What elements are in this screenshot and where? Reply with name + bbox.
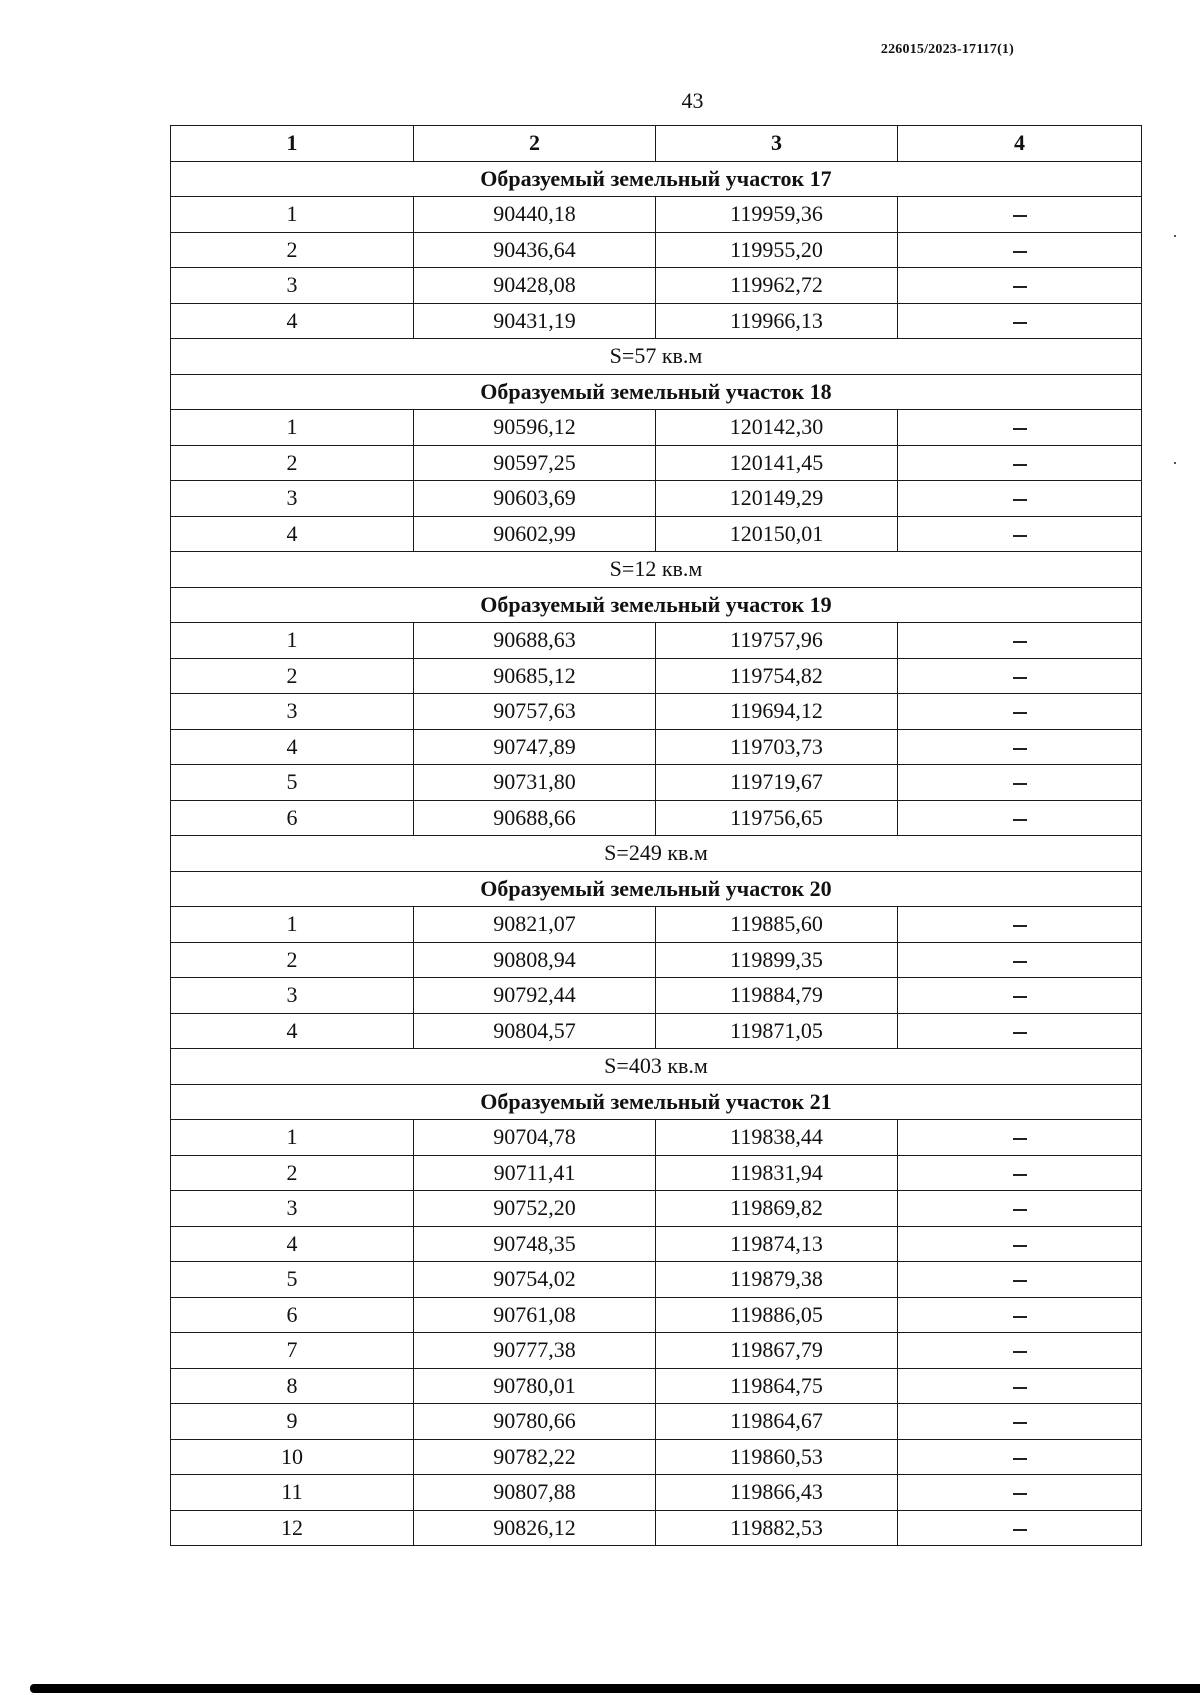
empty-value-dash [898, 445, 1142, 481]
area-row [171, 552, 1142, 588]
dash-mark [1013, 677, 1027, 679]
empty-value-dash [898, 907, 1142, 943]
table-row [171, 623, 1142, 659]
point-number: 2 [171, 1155, 414, 1191]
empty-value-dash [898, 1333, 1142, 1369]
table-row [171, 1439, 1142, 1475]
section-title: Образуемый земельный участок 20 [171, 871, 1142, 907]
coordinate-x: 90704,78 [414, 1120, 656, 1156]
table-row [171, 516, 1142, 552]
empty-value-dash [898, 1510, 1142, 1546]
coordinate-x: 90754,02 [414, 1262, 656, 1298]
empty-value-dash [898, 1226, 1142, 1262]
empty-value-dash [898, 942, 1142, 978]
scan-speck [1174, 235, 1176, 237]
point-number: 1 [171, 1120, 414, 1156]
coordinate-y: 119886,05 [656, 1297, 898, 1333]
table-row [171, 765, 1142, 801]
point-number: 10 [171, 1439, 414, 1475]
point-number: 6 [171, 800, 414, 836]
table-row [171, 1297, 1142, 1333]
dash-mark [1013, 1032, 1027, 1034]
empty-value-dash [898, 303, 1142, 339]
coordinate-y: 119867,79 [656, 1333, 898, 1369]
table-row [171, 1191, 1142, 1227]
coordinate-x: 90688,66 [414, 800, 656, 836]
section-title: Образуемый земельный участок 21 [171, 1084, 1142, 1120]
empty-value-dash [898, 197, 1142, 233]
coordinate-y: 119959,36 [656, 197, 898, 233]
coordinate-y: 120150,01 [656, 516, 898, 552]
coordinate-y: 119885,60 [656, 907, 898, 943]
area-row [171, 836, 1142, 872]
point-number: 9 [171, 1404, 414, 1440]
empty-value-dash [898, 1475, 1142, 1511]
coordinate-y: 120149,29 [656, 481, 898, 517]
point-number: 2 [171, 445, 414, 481]
coordinate-x: 90752,20 [414, 1191, 656, 1227]
area-row [171, 1049, 1142, 1085]
coordinate-x: 90688,63 [414, 623, 656, 659]
coordinate-x: 90596,12 [414, 410, 656, 446]
empty-value-dash [898, 623, 1142, 659]
empty-value-dash [898, 1262, 1142, 1298]
coordinate-x: 90807,88 [414, 1475, 656, 1511]
coordinate-y: 119966,13 [656, 303, 898, 339]
dash-mark [1013, 499, 1027, 501]
dash-mark [1013, 1387, 1027, 1389]
dash-mark [1013, 819, 1027, 821]
coordinate-y: 119882,53 [656, 1510, 898, 1546]
table-row [171, 942, 1142, 978]
coordinate-x: 90685,12 [414, 658, 656, 694]
dash-mark [1013, 712, 1027, 714]
table-row [171, 729, 1142, 765]
dash-mark [1013, 464, 1027, 466]
empty-value-dash [898, 1191, 1142, 1227]
coordinate-x: 90602,99 [414, 516, 656, 552]
coordinate-x: 90808,94 [414, 942, 656, 978]
table-row [171, 1333, 1142, 1369]
table-row [171, 232, 1142, 268]
coordinate-y: 119871,05 [656, 1013, 898, 1049]
table-row [171, 1226, 1142, 1262]
coordinate-y: 119899,35 [656, 942, 898, 978]
table-row [171, 658, 1142, 694]
table-row [171, 197, 1142, 233]
empty-value-dash [898, 1404, 1142, 1440]
dash-mark [1013, 1458, 1027, 1460]
coordinate-y: 119864,75 [656, 1368, 898, 1404]
empty-value-dash [898, 765, 1142, 801]
column-header: 3 [656, 126, 898, 162]
coordinate-x: 90761,08 [414, 1297, 656, 1333]
document-id: 226015/2023-17117(1) [880, 42, 1014, 57]
point-number: 1 [171, 907, 414, 943]
point-number: 12 [171, 1510, 414, 1546]
dash-mark [1013, 215, 1027, 217]
section-title: Образуемый земельный участок 19 [171, 587, 1142, 623]
point-number: 2 [171, 232, 414, 268]
coordinate-x: 90821,07 [414, 907, 656, 943]
coordinate-x: 90777,38 [414, 1333, 656, 1369]
area-value: S=12 кв.м [171, 552, 1142, 588]
dash-mark [1013, 1280, 1027, 1282]
area-row [171, 339, 1142, 375]
empty-value-dash [898, 978, 1142, 1014]
coordinate-y: 120141,45 [656, 445, 898, 481]
table-row [171, 445, 1142, 481]
dash-mark [1013, 925, 1027, 927]
coordinate-y: 119866,43 [656, 1475, 898, 1511]
dash-mark [1013, 1245, 1027, 1247]
table-row [171, 1368, 1142, 1404]
empty-value-dash [898, 800, 1142, 836]
coordinate-x: 90826,12 [414, 1510, 656, 1546]
section-title-row [171, 161, 1142, 197]
table-row [171, 1155, 1142, 1191]
empty-value-dash [898, 1297, 1142, 1333]
point-number: 3 [171, 978, 414, 1014]
table-row [171, 303, 1142, 339]
empty-value-dash [898, 232, 1142, 268]
coordinate-y: 119869,82 [656, 1191, 898, 1227]
coordinate-x: 90747,89 [414, 729, 656, 765]
empty-value-dash [898, 729, 1142, 765]
dash-mark [1013, 1351, 1027, 1353]
coordinate-y: 119757,96 [656, 623, 898, 659]
point-number: 3 [171, 481, 414, 517]
coordinate-x: 90440,18 [414, 197, 656, 233]
point-number: 5 [171, 765, 414, 801]
table-row [171, 268, 1142, 304]
table-row [171, 410, 1142, 446]
point-number: 4 [171, 516, 414, 552]
table-row [171, 800, 1142, 836]
table-body [171, 161, 1142, 1546]
table-row [171, 907, 1142, 943]
column-header: 1 [171, 126, 414, 162]
table-header-row [171, 126, 1142, 162]
area-value: S=403 кв.м [171, 1049, 1142, 1085]
section-title: Образуемый земельный участок 18 [171, 374, 1142, 410]
table-row [171, 1262, 1142, 1298]
dash-mark [1013, 286, 1027, 288]
coordinate-x: 90711,41 [414, 1155, 656, 1191]
dash-mark [1013, 1316, 1027, 1318]
dash-mark [1013, 1493, 1027, 1495]
point-number: 7 [171, 1333, 414, 1369]
table-row [171, 1475, 1142, 1511]
coordinate-y: 119756,65 [656, 800, 898, 836]
empty-value-dash [898, 694, 1142, 730]
point-number: 1 [171, 410, 414, 446]
point-number: 4 [171, 729, 414, 765]
page-number: 43 [681, 88, 704, 113]
section-title-row [171, 587, 1142, 623]
coordinate-y: 119874,13 [656, 1226, 898, 1262]
table-row [171, 481, 1142, 517]
point-number: 4 [171, 1013, 414, 1049]
section-title-row [171, 1084, 1142, 1120]
point-number: 4 [171, 1226, 414, 1262]
area-value: S=249 кв.м [171, 836, 1142, 872]
section-title-row [171, 374, 1142, 410]
column-header: 2 [414, 126, 656, 162]
coordinate-y: 119884,79 [656, 978, 898, 1014]
section-title-row [171, 871, 1142, 907]
table-row [171, 1510, 1142, 1546]
point-number: 3 [171, 268, 414, 304]
dash-mark [1013, 961, 1027, 963]
coordinate-y: 119831,94 [656, 1155, 898, 1191]
table-row [171, 978, 1142, 1014]
point-number: 2 [171, 658, 414, 694]
coordinate-y: 119962,72 [656, 268, 898, 304]
dash-mark [1013, 535, 1027, 537]
point-number: 1 [171, 197, 414, 233]
coordinate-x: 90597,25 [414, 445, 656, 481]
point-number: 6 [171, 1297, 414, 1333]
dash-mark [1013, 1422, 1027, 1424]
empty-value-dash [898, 268, 1142, 304]
point-number: 1 [171, 623, 414, 659]
coordinate-x: 90780,01 [414, 1368, 656, 1404]
coordinate-y: 120142,30 [656, 410, 898, 446]
dash-mark [1013, 1138, 1027, 1140]
point-number: 3 [171, 1191, 414, 1227]
coordinate-x: 90436,64 [414, 232, 656, 268]
dash-mark [1013, 748, 1027, 750]
coordinate-y: 119754,82 [656, 658, 898, 694]
empty-value-dash [898, 1439, 1142, 1475]
table-row [171, 1404, 1142, 1440]
empty-value-dash [898, 1120, 1142, 1156]
dash-mark [1013, 1209, 1027, 1211]
dash-mark [1013, 428, 1027, 430]
empty-value-dash [898, 1013, 1142, 1049]
column-header: 4 [898, 126, 1142, 162]
dash-mark [1013, 641, 1027, 643]
point-number: 2 [171, 942, 414, 978]
coordinate-y: 119838,44 [656, 1120, 898, 1156]
coordinate-y: 119864,67 [656, 1404, 898, 1440]
point-number: 11 [171, 1475, 414, 1511]
point-number: 3 [171, 694, 414, 730]
coordinate-y: 119719,67 [656, 765, 898, 801]
area-value: S=57 кв.м [171, 339, 1142, 375]
coordinates-table [170, 125, 1142, 1546]
point-number: 4 [171, 303, 414, 339]
dash-mark [1013, 996, 1027, 998]
dash-mark [1013, 251, 1027, 253]
coordinate-x: 90603,69 [414, 481, 656, 517]
coordinate-x: 90731,80 [414, 765, 656, 801]
coordinate-x: 90757,63 [414, 694, 656, 730]
table-row [171, 694, 1142, 730]
coordinate-y: 119955,20 [656, 232, 898, 268]
coordinate-y: 119860,53 [656, 1439, 898, 1475]
dash-mark [1013, 783, 1027, 785]
coordinate-y: 119703,73 [656, 729, 898, 765]
dash-mark [1013, 1529, 1027, 1531]
empty-value-dash [898, 1368, 1142, 1404]
coordinate-x: 90792,44 [414, 978, 656, 1014]
empty-value-dash [898, 1155, 1142, 1191]
dash-mark [1013, 322, 1027, 324]
coordinate-x: 90428,08 [414, 268, 656, 304]
scan-edge-bar [30, 1684, 1200, 1693]
coordinate-x: 90804,57 [414, 1013, 656, 1049]
empty-value-dash [898, 516, 1142, 552]
section-title: Образуемый земельный участок 17 [171, 161, 1142, 197]
table-row [171, 1120, 1142, 1156]
coordinate-x: 90748,35 [414, 1226, 656, 1262]
point-number: 5 [171, 1262, 414, 1298]
empty-value-dash [898, 658, 1142, 694]
dash-mark [1013, 1174, 1027, 1176]
empty-value-dash [898, 410, 1142, 446]
coordinate-y: 119879,38 [656, 1262, 898, 1298]
scan-speck [1174, 462, 1176, 464]
table-row [171, 1013, 1142, 1049]
point-number: 8 [171, 1368, 414, 1404]
coordinate-y: 119694,12 [656, 694, 898, 730]
empty-value-dash [898, 481, 1142, 517]
coordinate-x: 90782,22 [414, 1439, 656, 1475]
coordinate-x: 90431,19 [414, 303, 656, 339]
coordinate-x: 90780,66 [414, 1404, 656, 1440]
